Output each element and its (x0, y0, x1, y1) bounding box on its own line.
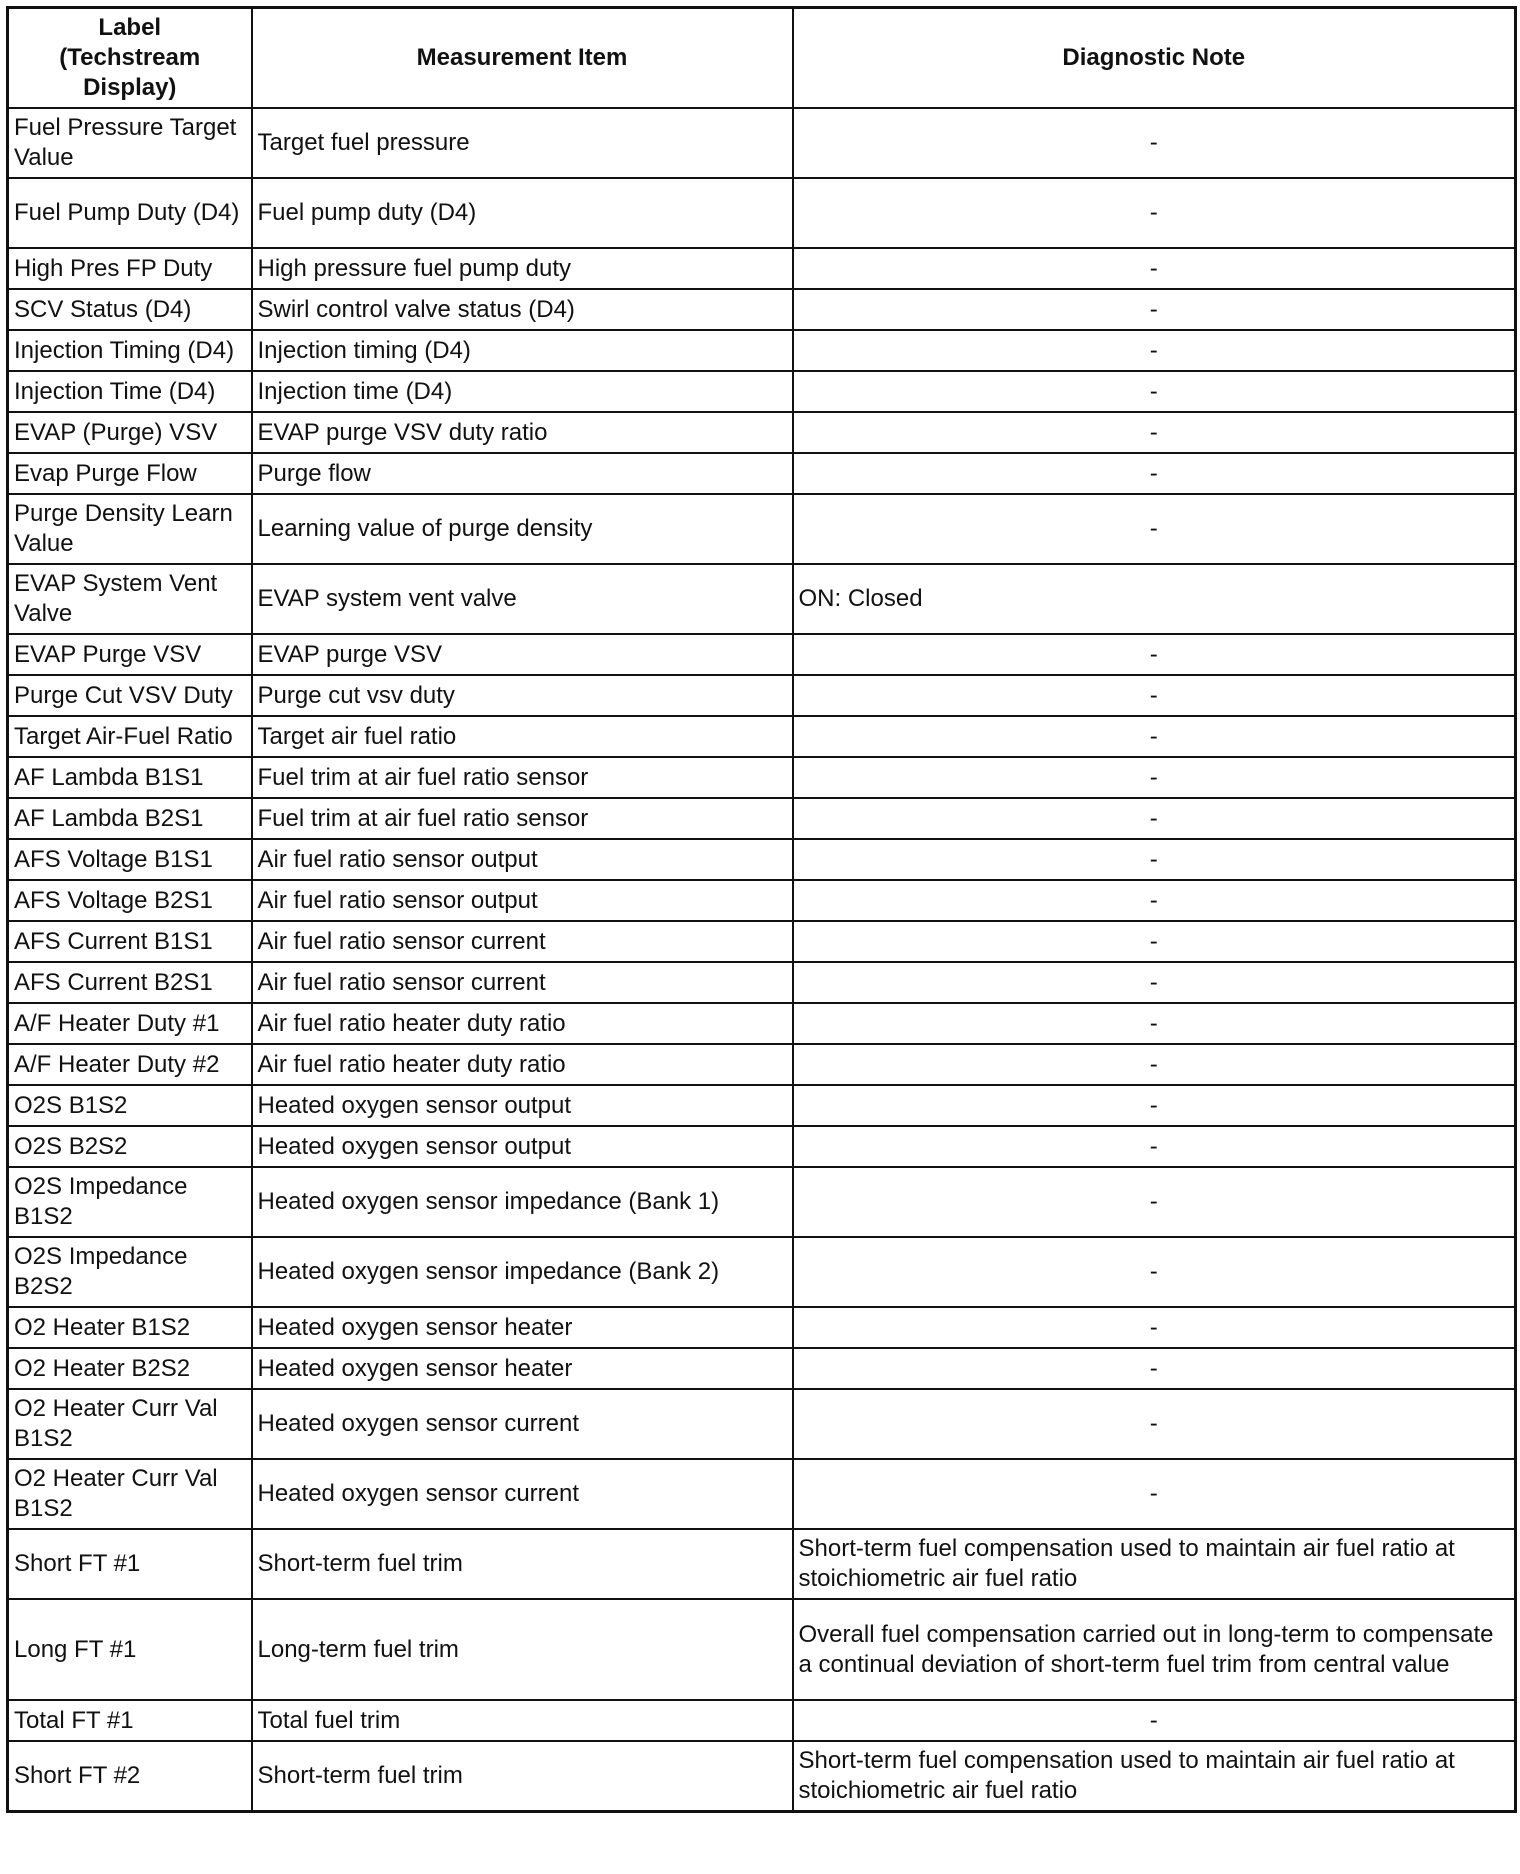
table-row (8, 962, 1516, 1003)
table-row (8, 412, 1516, 453)
row-note: - (793, 371, 1516, 412)
row-item: Short-term fuel trim (252, 1529, 793, 1599)
row-item: Air fuel ratio heater duty ratio (252, 1044, 793, 1085)
row-note: - (793, 1237, 1516, 1307)
row-note: - (793, 289, 1516, 330)
row-item: Heated oxygen sensor impedance (Bank 2) (252, 1237, 793, 1307)
row-note: - (793, 880, 1516, 921)
row-note: - (793, 921, 1516, 962)
row-note: - (793, 178, 1516, 248)
row-item: Swirl control valve status (D4) (252, 289, 793, 330)
row-label: AFS Voltage B2S1 (8, 880, 252, 921)
row-note: ON: Closed (793, 564, 1516, 634)
row-item: Heated oxygen sensor current (252, 1459, 793, 1529)
row-note: - (793, 757, 1516, 798)
table-row (8, 1085, 1516, 1126)
table-row (8, 564, 1516, 634)
table-row (8, 1003, 1516, 1044)
table-row (8, 1459, 1516, 1529)
row-label: O2S Impedance B2S2 (8, 1237, 252, 1307)
table-row (8, 1389, 1516, 1459)
table-row (8, 248, 1516, 289)
table-row (8, 634, 1516, 675)
row-note: - (793, 1085, 1516, 1126)
row-label: Fuel Pump Duty (D4) (8, 178, 252, 248)
header-diagnostic-note: Diagnostic Note (793, 8, 1516, 109)
row-note: - (793, 1307, 1516, 1348)
row-item: EVAP purge VSV duty ratio (252, 412, 793, 453)
row-note: Short-term fuel compensation used to maintain air fuel ratio at stoichiometric air fuel ratio (793, 1741, 1516, 1812)
row-note: - (793, 798, 1516, 839)
row-label: AF Lambda B1S1 (8, 757, 252, 798)
table-row (8, 798, 1516, 839)
row-item: Air fuel ratio sensor current (252, 921, 793, 962)
row-item: Heated oxygen sensor impedance (Bank 1) (252, 1167, 793, 1237)
row-label: AFS Voltage B1S1 (8, 839, 252, 880)
row-label: Total FT #1 (8, 1700, 252, 1741)
table-row (8, 178, 1516, 248)
row-label: O2S B1S2 (8, 1085, 252, 1126)
row-note: - (793, 248, 1516, 289)
row-note: - (793, 1348, 1516, 1389)
row-note: - (793, 1044, 1516, 1085)
table-row (8, 1700, 1516, 1741)
row-item: Heated oxygen sensor output (252, 1126, 793, 1167)
row-label: Injection Time (D4) (8, 371, 252, 412)
row-label: O2 Heater B2S2 (8, 1348, 252, 1389)
row-label: AFS Current B1S1 (8, 921, 252, 962)
row-label: EVAP (Purge) VSV (8, 412, 252, 453)
table-row (8, 1237, 1516, 1307)
row-note: - (793, 494, 1516, 564)
row-item: Heated oxygen sensor current (252, 1389, 793, 1459)
table-row (8, 1044, 1516, 1085)
row-label: O2S Impedance B1S2 (8, 1167, 252, 1237)
table-row (8, 757, 1516, 798)
row-label: Long FT #1 (8, 1599, 252, 1700)
row-note: - (793, 839, 1516, 880)
row-label: Fuel Pressure Target Value (8, 108, 252, 178)
row-item: Injection time (D4) (252, 371, 793, 412)
row-label: EVAP System Vent Valve (8, 564, 252, 634)
row-label: O2 Heater B1S2 (8, 1307, 252, 1348)
row-item: Air fuel ratio sensor current (252, 962, 793, 1003)
row-note: - (793, 1167, 1516, 1237)
table-row (8, 921, 1516, 962)
row-label: EVAP Purge VSV (8, 634, 252, 675)
row-label: SCV Status (D4) (8, 289, 252, 330)
table-row (8, 1599, 1516, 1700)
row-item: Air fuel ratio sensor output (252, 880, 793, 921)
row-item: Long-term fuel trim (252, 1599, 793, 1700)
row-item: Fuel trim at air fuel ratio sensor (252, 757, 793, 798)
row-item: Air fuel ratio heater duty ratio (252, 1003, 793, 1044)
table-row (8, 453, 1516, 494)
row-item: High pressure fuel pump duty (252, 248, 793, 289)
row-item: Heated oxygen sensor heater (252, 1307, 793, 1348)
row-note: Short-term fuel compensation used to maintain air fuel ratio at stoichiometric air fuel ratio (793, 1529, 1516, 1599)
table-row (8, 880, 1516, 921)
header-measurement-item: Measurement Item (252, 8, 793, 109)
row-label: O2 Heater Curr Val B1S2 (8, 1459, 252, 1529)
row-note: - (793, 1003, 1516, 1044)
table-row (8, 1529, 1516, 1599)
row-item: Target fuel pressure (252, 108, 793, 178)
table-row (8, 1307, 1516, 1348)
row-note: Overall fuel compensation carried out in long-term to compensate a continual deviation of short-term fuel trim from central value (793, 1599, 1516, 1700)
row-item: Injection timing (D4) (252, 330, 793, 371)
row-label: Evap Purge Flow (8, 453, 252, 494)
data-list-table (6, 6, 1517, 1813)
row-note: - (793, 675, 1516, 716)
row-label: AFS Current B2S1 (8, 962, 252, 1003)
table-row (8, 1741, 1516, 1812)
row-label: High Pres FP Duty (8, 248, 252, 289)
row-item: Fuel trim at air fuel ratio sensor (252, 798, 793, 839)
row-item: Learning value of purge density (252, 494, 793, 564)
table-row (8, 839, 1516, 880)
header-row (8, 8, 1516, 109)
row-item: Fuel pump duty (D4) (252, 178, 793, 248)
row-label: Short FT #2 (8, 1741, 252, 1812)
row-note: - (793, 412, 1516, 453)
row-label: O2S B2S2 (8, 1126, 252, 1167)
row-note: - (793, 330, 1516, 371)
table-row (8, 716, 1516, 757)
table-row (8, 1167, 1516, 1237)
table-row (8, 1126, 1516, 1167)
row-item: Heated oxygen sensor output (252, 1085, 793, 1126)
row-label: Short FT #1 (8, 1529, 252, 1599)
row-item: Total fuel trim (252, 1700, 793, 1741)
row-note: - (793, 634, 1516, 675)
table-row (8, 1348, 1516, 1389)
row-item: Heated oxygen sensor heater (252, 1348, 793, 1389)
table-row (8, 371, 1516, 412)
row-label: Injection Timing (D4) (8, 330, 252, 371)
row-note: - (793, 453, 1516, 494)
row-note: - (793, 962, 1516, 1003)
row-label: A/F Heater Duty #2 (8, 1044, 252, 1085)
row-note: - (793, 1459, 1516, 1529)
header-label: Label (Techstream Display) (8, 8, 252, 109)
table-row (8, 289, 1516, 330)
row-label: Target Air-Fuel Ratio (8, 716, 252, 757)
row-item: Purge flow (252, 453, 793, 494)
table-row (8, 330, 1516, 371)
row-item: Target air fuel ratio (252, 716, 793, 757)
row-note: - (793, 1389, 1516, 1459)
row-note: - (793, 108, 1516, 178)
row-item: Air fuel ratio sensor output (252, 839, 793, 880)
row-note: - (793, 1126, 1516, 1167)
row-note: - (793, 1700, 1516, 1741)
row-item: EVAP system vent valve (252, 564, 793, 634)
row-label: Purge Density Learn Value (8, 494, 252, 564)
table-row (8, 494, 1516, 564)
row-note: - (793, 716, 1516, 757)
table-row (8, 675, 1516, 716)
row-label: A/F Heater Duty #1 (8, 1003, 252, 1044)
row-label: AF Lambda B2S1 (8, 798, 252, 839)
row-item: EVAP purge VSV (252, 634, 793, 675)
row-item: Short-term fuel trim (252, 1741, 793, 1812)
row-item: Purge cut vsv duty (252, 675, 793, 716)
table-row (8, 108, 1516, 178)
row-label: Purge Cut VSV Duty (8, 675, 252, 716)
row-label: O2 Heater Curr Val B1S2 (8, 1389, 252, 1459)
